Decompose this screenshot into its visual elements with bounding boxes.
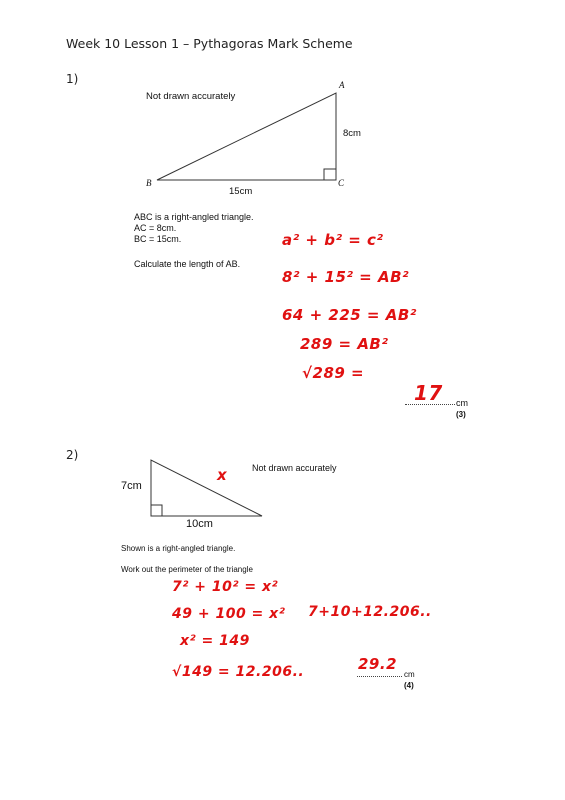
q1-answer: 17 — [414, 381, 443, 405]
side-bc-label: 15cm — [229, 186, 253, 197]
q2-working-line: x² = 149 — [180, 633, 250, 649]
q2-side-vertical-label: 7cm — [121, 480, 142, 492]
q2-answer: 29.2 — [358, 655, 398, 673]
right-angle-marker-q2 — [151, 505, 162, 516]
q1-unit: cm — [456, 398, 468, 408]
q2-instruction: Work out the perimeter of the triangle — [121, 565, 253, 574]
question-2-triangle — [151, 460, 262, 516]
q1-working-line: 8² + 15² = AB² — [282, 268, 410, 286]
right-angle-marker-c — [324, 169, 336, 180]
q2-marks: (4) — [404, 681, 414, 690]
vertex-b-label: B — [146, 178, 152, 188]
side-ac-label: 8cm — [343, 128, 361, 139]
q1-statement-line: BC = 15cm. — [134, 234, 182, 244]
vertex-c-label: C — [338, 178, 345, 188]
q2-statement: Shown is a right-angled triangle. — [121, 544, 236, 553]
question-1-number: 1) — [66, 72, 79, 86]
q2-not-drawn-note: Not drawn accurately — [252, 463, 337, 473]
q2-perimeter-working: 7+10+12.206.. — [308, 604, 432, 620]
q1-marks: (3) — [456, 410, 466, 419]
q2-answer-line — [357, 676, 402, 677]
q1-working-line: √289 = — [302, 364, 365, 382]
q2-working-line: √149 = 12.206.. — [172, 664, 305, 680]
q1-working-line: a² + b² = c² — [282, 231, 384, 249]
vertex-a-label: A — [339, 80, 345, 90]
q2-working-line: 49 + 100 = x² — [172, 606, 286, 622]
q1-statement — [134, 212, 254, 245]
q1-not-drawn-note: Not drawn accurately — [146, 91, 236, 102]
page-title: Week 10 Lesson 1 – Pythagoras Mark Scheme — [66, 36, 353, 51]
q1-statement-line: AC = 8cm. — [134, 223, 177, 233]
question-2-number: 2) — [66, 448, 79, 462]
q1-working-line: 289 = AB² — [300, 335, 389, 353]
q2-unit: cm — [404, 670, 415, 679]
q1-statement-line: ABC is a right-angled triangle. — [134, 212, 254, 222]
triangle-abc — [157, 93, 336, 180]
q2-hypotenuse-label: x — [217, 466, 228, 484]
q1-working-line: 64 + 225 = AB² — [282, 306, 417, 324]
q2-working-line: 7² + 10² = x² — [172, 579, 279, 595]
q2-side-horizontal-label: 10cm — [186, 518, 213, 530]
q1-instruction: Calculate the length of AB. — [134, 259, 241, 269]
